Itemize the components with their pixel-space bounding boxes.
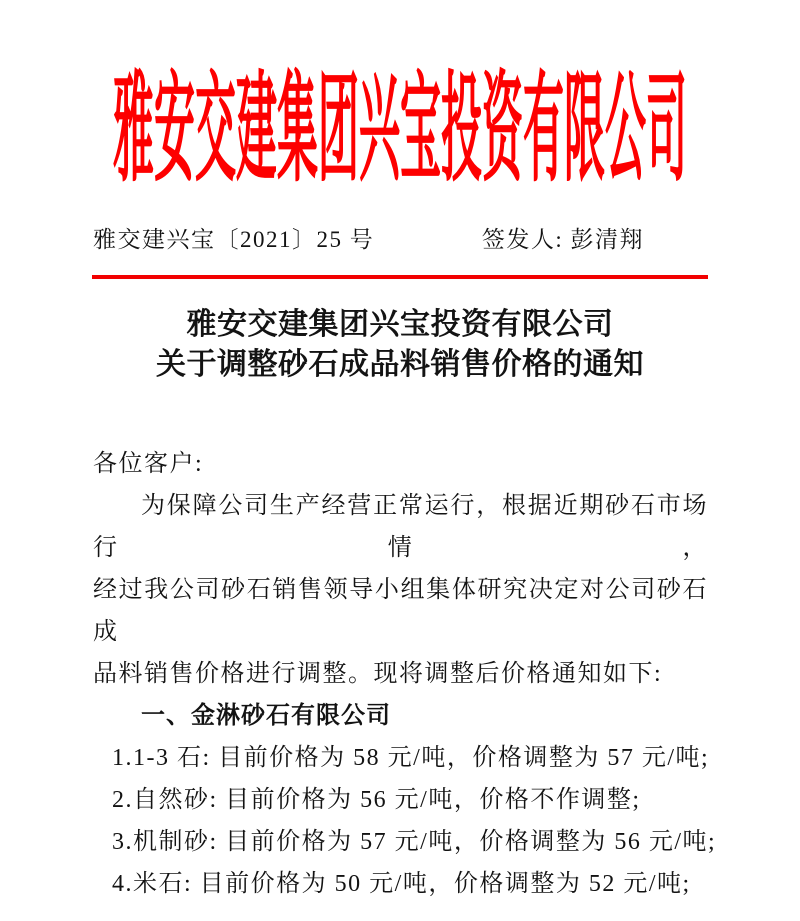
document-number: 雅交建兴宝〔2021〕25 号 <box>93 227 375 252</box>
price-item: 3.机制砂: 目前价格为 57 元/吨，价格调整为 56 元/吨; <box>112 829 717 855</box>
document-title-line1: 雅安交建集团兴宝投资有限公司 <box>186 308 614 341</box>
company-masthead-title: 雅安交建集团兴宝投资有限公司 <box>113 59 687 199</box>
document-title <box>0 305 800 385</box>
company-masthead <box>0 59 800 199</box>
paragraph-line: 经过我公司砂石销售领导小组集体研究决定对公司砂石成 <box>93 577 708 645</box>
salutation: 各位客户: <box>93 451 204 477</box>
document-page <box>0 59 800 921</box>
paragraph-line: 为保障公司生产经营正常运行，根据近期砂石市场行情， <box>93 493 708 561</box>
document-meta-row <box>93 225 708 255</box>
price-item: 4.米石: 目前价格为 50 元/吨，价格调整为 52 元/吨; <box>112 871 691 897</box>
price-item: 2.自然砂: 目前价格为 56 元/吨，价格不作调整; <box>112 787 641 813</box>
document-body <box>93 443 717 905</box>
section-heading: 一、金淋砂石有限公司 <box>141 703 391 729</box>
paragraph-line: 品料销售价格进行调整。现将调整后价格通知如下: <box>93 661 663 687</box>
red-divider-line <box>92 275 708 279</box>
document-title-line2: 关于调整砂石成品料销售价格的通知 <box>156 348 644 381</box>
price-item: 1.1-3 石: 目前价格为 58 元/吨，价格调整为 57 元/吨; <box>112 745 710 771</box>
issuer: 签发人: 彭清翔 <box>481 227 644 252</box>
